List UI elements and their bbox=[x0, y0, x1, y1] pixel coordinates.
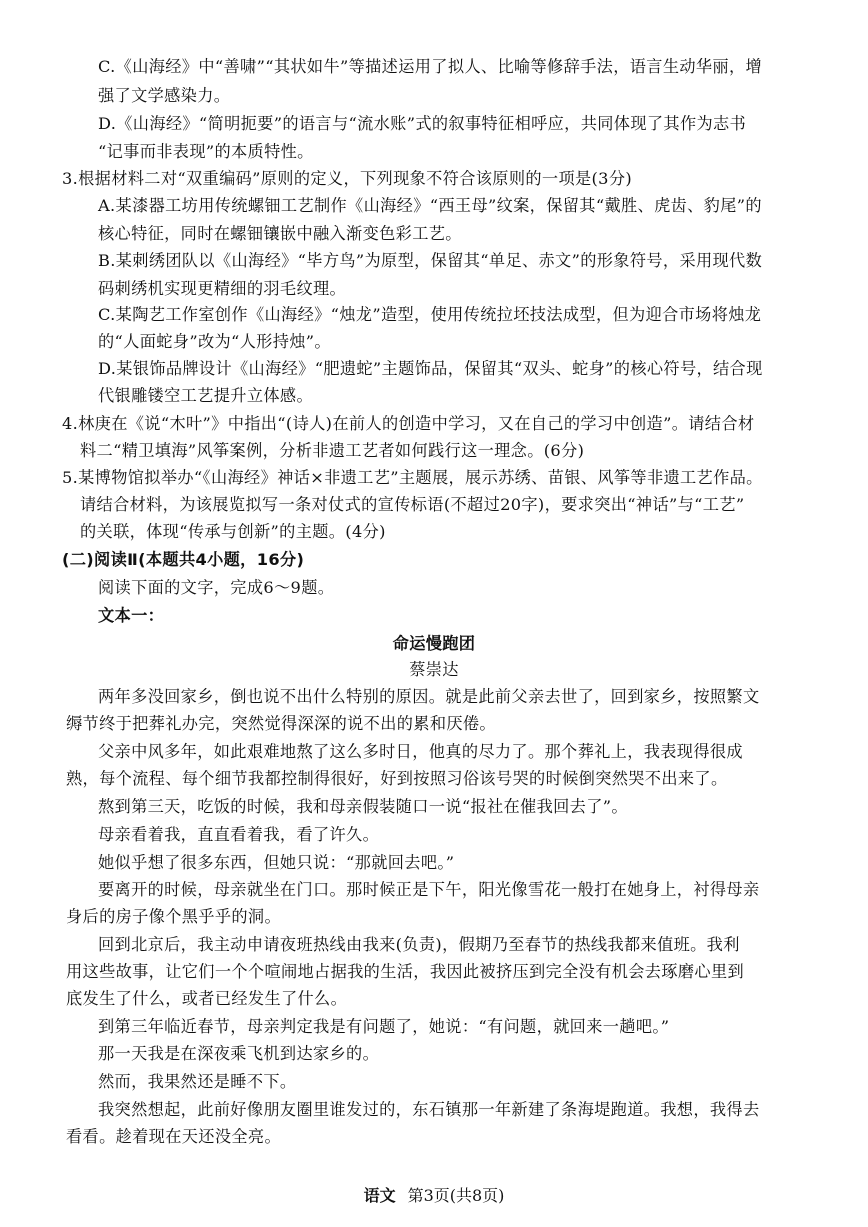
question-4-line1: 4.林庚在《说“木叶”》中指出“(诗人)在前人的创造中学习，又在自己的学习中创造”。请结合材 bbox=[62, 414, 755, 433]
question-5-line3: 的关联，体现“传承与创新”的主题。(4分) bbox=[80, 522, 386, 541]
article-paragraph: 看看。趁着现在天还没全亮。 bbox=[66, 1127, 281, 1146]
question-5-line2: 请结合材料，为该展览拟写一条对仗式的宣传标语(不超过20字)，要求突出“神话”与“工艺” bbox=[80, 495, 745, 514]
q2-option-d-line2: “记事而非表现”的本质特性。 bbox=[98, 142, 314, 161]
section-heading: (二)阅读Ⅱ(本题共4小题，16分) bbox=[62, 550, 305, 569]
article-paragraph: 两年多没回家乡，倒也说不出什么特别的原因。就是此前父亲去世了，回到家乡，按照繁文 bbox=[98, 687, 760, 706]
q2-option-d-line1: D.《山海经》“简明扼要”的语言与“流水账”式的叙事特征相呼应，共同体现了其作为志书 bbox=[98, 114, 747, 133]
q3-option-a-line1: A.某漆器工坊用传统螺钿工艺制作《山海经》“西王母”纹案，保留其“戴胜、虎齿、豹尾”的 bbox=[98, 196, 762, 215]
page-footer bbox=[0, 1185, 868, 1207]
q3-option-c-line2: 的“人面蛇身”改为“人形持烛”。 bbox=[98, 332, 331, 351]
q3-option-c-line1: C.某陶艺工作室创作《山海经》“烛龙”造型，使用传统拉坯技法成型，但为迎合市场将烛龙 bbox=[98, 305, 762, 324]
q3-option-a-line2: 核心特征，同时在螺钿镶嵌中融入渐变色彩工艺。 bbox=[98, 224, 462, 243]
question-5-line1: 5.某博物馆拟举办“《山海经》神话×非遗工艺”主题展，展示苏绣、苗银、风筝等非遗工艺作品。 bbox=[62, 468, 763, 487]
article-paragraph: 然而，我果然还是睡不下。 bbox=[98, 1072, 297, 1091]
article-paragraph: 她似乎想了很多东西，但她只说：“那就回去吧。” bbox=[98, 853, 455, 872]
article-author: 蔡崇达 bbox=[409, 660, 459, 679]
article-paragraph: 用这些故事，让它们一个个喧闹地占据我的生活，我因此被挤压到完全没有机会去琢磨心里到 bbox=[66, 962, 745, 981]
q3-option-b-line1: B.某刺绣团队以《山海经》“毕方鸟”为原型，保留其“单足、赤文”的形象符号，采用现代数 bbox=[98, 251, 763, 270]
article-paragraph: 要离开的时候，母亲就坐在门口。那时候正是下午，阳光像雪花一般打在她身上，衬得母亲 bbox=[98, 880, 760, 899]
section-instruction: 阅读下面的文字，完成6～9题。 bbox=[98, 578, 335, 597]
article-paragraph: 熬到第三天，吃饭的时候，我和母亲假装随口一说“报社在催我回去了”。 bbox=[98, 797, 628, 816]
text-one-label: 文本一： bbox=[98, 606, 165, 625]
question-3-stem: 3.根据材料二对“双重编码”原则的定义，下列现象不符合该原则的一项是(3分) bbox=[62, 169, 633, 188]
q3-option-b-line2: 码刺绣机实现更精细的羽毛纹理。 bbox=[98, 279, 347, 298]
article-paragraph: 身后的房子像个黑乎乎的洞。 bbox=[66, 907, 281, 926]
q2-option-c-line1: C.《山海经》中“善啸”“其状如牛”等描述运用了拟人、比喻等修辞手法，语言生动华丽，增 bbox=[98, 57, 763, 76]
q2-option-c-line2: 强了文学感染力。 bbox=[98, 86, 231, 105]
article-paragraph: 熟，每个流程、每个细节我都控制得很好，好到按照习俗该号哭的时候倒突然哭不出来了。 bbox=[66, 769, 728, 788]
article-paragraph: 缛节终于把葬礼办完，突然觉得深深的说不出的累和厌倦。 bbox=[66, 714, 496, 733]
q3-option-d-line2: 代银雕镂空工艺提升立体感。 bbox=[98, 386, 313, 405]
article-paragraph: 底发生了什么，或者已经发生了什么。 bbox=[66, 989, 348, 1008]
article-paragraph: 回到北京后，我主动申请夜班热线由我来(负责)，假期乃至春节的热线我都来值班。我利 bbox=[98, 935, 740, 954]
article-paragraph: 母亲看着我，直直看着我，看了许久。 bbox=[98, 825, 380, 844]
article-title: 命运慢跑团 bbox=[392, 634, 476, 653]
footer-page-number: 第3页(共8页) bbox=[407, 1186, 505, 1205]
article-paragraph: 到第三年临近春节，母亲判定我是有问题了，她说：“有问题，就回来一趟吧。” bbox=[98, 1017, 670, 1036]
question-4-line2: 料二“精卫填海”风筝案例，分析非遗工艺者如何践行这一理念。(6分) bbox=[80, 441, 585, 460]
q3-option-d-line1: D.某银饰品牌设计《山海经》“肥遗蛇”主题饰品，保留其“双头、蛇身”的核心符号，结合现 bbox=[98, 359, 763, 378]
article-paragraph: 父亲中风多年，如此艰难地熬了这么多时日，他真的尽力了。那个葬礼上，我表现得很成 bbox=[98, 742, 743, 761]
article-paragraph: 那一天我是在深夜乘飞机到达家乡的。 bbox=[98, 1044, 380, 1063]
footer-subject: 语文 bbox=[363, 1186, 396, 1205]
article-paragraph: 我突然想起，此前好像朋友圈里谁发过的，东石镇那一年新建了条海堤跑道。我想，我得去 bbox=[98, 1100, 760, 1119]
